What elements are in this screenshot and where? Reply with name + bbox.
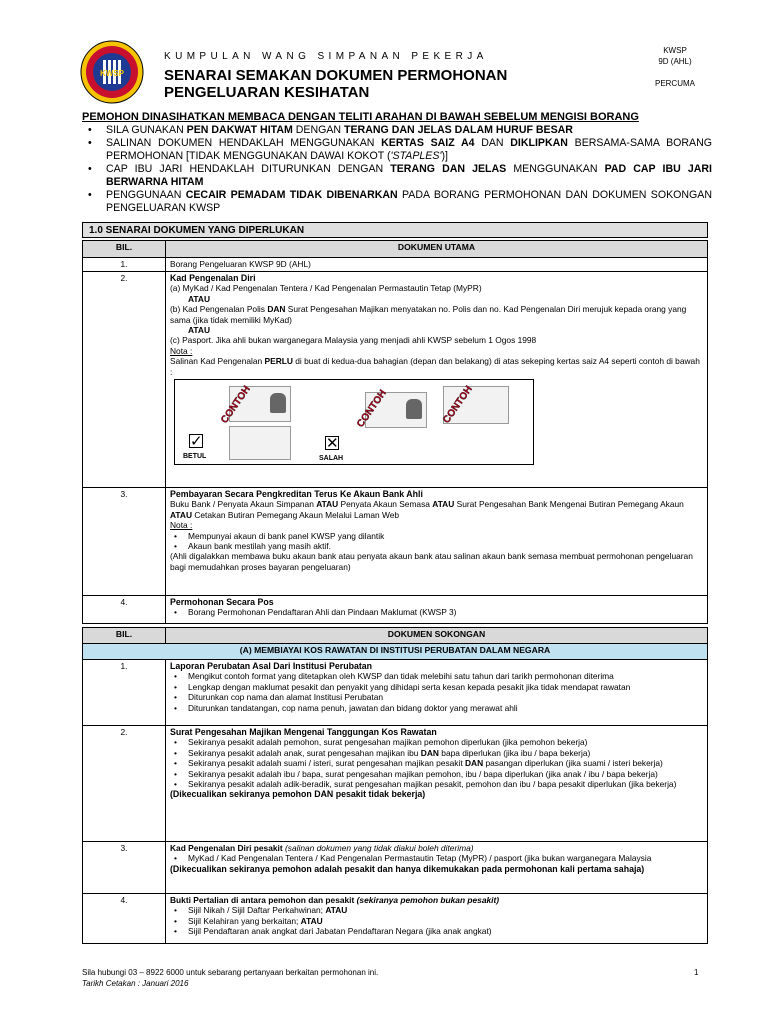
id-option-b: (b) Kad Pengenalan Polis DAN Surat Pengesahan Majikan menyatakan no. Polis dan no. Kad Pengenalan Diri merujuk kepada orang yang sama (jika tidak memiliki MyKad) <box>170 304 687 325</box>
list-item: • MyKad / Kad Pengenalan Tentera / Kad Pengenalan Permastautin Tetap (MyPR) / pasport (jika bukan warganegara Malaysia <box>170 853 703 863</box>
row-content <box>166 596 708 624</box>
row-text: Borang Pengeluaran KWSP 9D (AHL) <box>166 258 708 272</box>
row-number: 4. <box>83 596 166 624</box>
atau-label: ATAU <box>188 293 211 304</box>
row-title: Laporan Perubatan Asal Dari Institusi Perubatan <box>170 661 373 671</box>
form-code-line-1: KWSP <box>663 46 687 55</box>
row-title: Kad Pengenalan Diri pesakit (salinan dokumen yang tidak diakui boleh diterima) <box>170 843 474 853</box>
row-number: 4. <box>83 894 166 944</box>
table-header-row <box>83 628 708 644</box>
list-item: • Sekiranya pesakit adalah suami / isteri, surat pengesahan majikan pesakit DAN pasangan diperlukan (jika suami / isteri bekerja) <box>170 758 703 768</box>
table-row <box>83 842 708 894</box>
list-item: • Sekiranya pesakit adalah adik-beradik, surat pengesahan majikan pesakit, pemohon dan ibu / bapa pesakit diperlukan (jika bekerja) <box>170 779 703 789</box>
row-number: 1. <box>83 660 166 726</box>
list-item: • Sijil Kelahiran yang berkaitan; ATAU <box>170 916 703 926</box>
document-title <box>164 67 564 101</box>
instruction-item: • SALINAN DOKUMEN HENDAKLAH MENGGUNAKAN KERTAS SAIZ A4 DAN DIKLIPKAN BERSAMA-SAMA BORANG PERMOHONAN [TIDAK MENGGUNAKAN DAWAI KOKOT ('STAPLES')] <box>82 137 712 163</box>
id-copy-examples <box>174 379 534 465</box>
bank-documents-text: Buku Bank / Penyata Akaun Simpanan ATAU Penyata Akaun Semasa ATAU Surat Pengesahan Bank Mengenai Butiran Pemegang Akaun ATAU Cetakan Butiran Pemegang Akaun Melalui Laman Web <box>170 499 684 520</box>
wrong-label: SALAH <box>319 455 344 463</box>
instructions-lead: PEMOHON DINASIHATKAN MEMBACA DENGAN TELITI ARAHAN DI BAWAH SEBELUM MENGISI BORANG <box>82 111 639 123</box>
table-row <box>83 894 708 944</box>
exception-note: (Dikecualikan sekiranya pemohon adalah pesakit dan hanya dikemukakan pada permohonan kali pertama sahaja) <box>170 863 645 874</box>
list-item: • Akaun bank mestilah yang masih aktif. <box>170 541 703 551</box>
id-card-back-sample <box>229 426 291 460</box>
list-item: • Mempunyai akaun di bank panel KWSP yang dilantik <box>170 531 703 541</box>
row-number: 3. <box>83 842 166 894</box>
list-item: • Borang Permohonan Pendaftaran Ahli dan Pindaan Maklumat (KWSP 3) <box>170 607 703 617</box>
table-row <box>83 596 708 624</box>
list-item: • Sekiranya pesakit adalah pemohon, surat pengesahan majikan pemohon diperlukan (jika pemohon bekerja) <box>170 737 703 747</box>
atau-label: ATAU <box>188 325 211 336</box>
form-code <box>645 45 705 67</box>
table-row <box>83 272 708 488</box>
table-row <box>83 258 708 272</box>
note-label: Nota : <box>170 520 193 531</box>
check-icon: ✓ <box>190 433 203 451</box>
instructions <box>82 111 712 215</box>
page-number: 1 <box>694 968 699 977</box>
row-number: 1. <box>83 258 166 272</box>
column-header-document: DOKUMEN UTAMA <box>166 241 708 258</box>
row-content <box>166 726 708 842</box>
print-date: Tarikh Cetakan : Januari 2016 <box>82 979 189 988</box>
list-item: • Lengkap dengan maklumat pesakit dan penyakit yang dihidapi serta kesan kepada pesakit jika tidak mendapat rawatan <box>170 682 703 692</box>
row-title: Kad Pengenalan Diri <box>170 273 256 283</box>
contact-note: Sila hubungi 03 – 8922 6000 untuk sebarang pertanyaan berkaitan permohonan ini. <box>82 968 379 977</box>
bank-note: (Ahli digalakkan membawa buku akaun bank atau penyata akaun bank atau salinan akaun bank semasa membuat permohonan pengeluaran bagi memudahkan proses bayaran pengeluaran) <box>170 551 693 572</box>
kwsp-logo <box>80 40 144 104</box>
column-header-document: DOKUMEN SOKONGAN <box>166 628 708 644</box>
organization-name: KUMPULAN WANG SIMPANAN PEKERJA <box>164 51 488 62</box>
row-number: 3. <box>83 488 166 596</box>
table-row <box>83 488 708 596</box>
list-item: • Diturunkan cop nama dan alamat Institusi Perubatan <box>170 692 703 702</box>
list-item: • Sekiranya pesakit adalah anak, surat pengesahan majikan ibu DAN bapa diperlukan (jika ibu / bapa bekerja) <box>170 748 703 758</box>
exception-note: (Dikecualikan sekiranya pemohon DAN pesakit tidak bekerja) <box>170 789 426 800</box>
contoh-stamp: CONTOH <box>219 384 253 426</box>
list-item: • Diturunkan tandatangan, cop nama penuh, jawatan dan bidang doktor yang merawat ahli <box>170 703 703 713</box>
list-item: • Sekiranya pesakit adalah ibu / bapa, surat pengesahan majikan pemohon, ibu / bapa diperlukan (jika anak / ibu / bapa bekerja) <box>170 769 703 779</box>
row-content <box>166 272 708 488</box>
free-label: PERCUMA <box>654 79 695 88</box>
id-option-a: (a) MyKad / Kad Pengenalan Tentera / Kad Pengenalan Permastautin Tetap (MyPR) <box>170 283 482 294</box>
main-documents-table <box>82 240 708 624</box>
note-label: Nota : <box>170 345 193 356</box>
table-header-row <box>83 241 708 258</box>
form-code-line-2: 9D (AHL) <box>658 57 692 66</box>
instruction-item: • SILA GUNAKAN PEN DAKWAT HITAM DENGAN TERANG DAN JELAS DALAM HURUF BESAR <box>82 124 712 137</box>
id-option-c: (c) Pasport. Jika ahli bukan warganegara Malaysia yang menjadi ahli KWSP sebelum 1 Ogos 1998 <box>170 335 537 346</box>
list-item: • Sijil Pendaftaran anak angkat dari Jabatan Pendaftaran Negara (jika anak angkat) <box>170 926 703 936</box>
row-content <box>166 894 708 944</box>
instruction-item: • PENGGUNAAN CECAIR PEMADAM TIDAK DIBENARKAN PADA BORANG PERMOHONAN DAN DOKUMEN SOKONGAN PENGELUARAN KWSP <box>82 189 712 215</box>
row-number: 2. <box>83 272 166 488</box>
row-title: Permohonan Secara Pos <box>170 597 274 607</box>
row-content <box>166 488 708 596</box>
supporting-documents-table <box>82 627 708 944</box>
cross-icon: ✕ <box>326 435 339 453</box>
correct-label: BETUL <box>183 453 207 461</box>
table-row <box>83 726 708 842</box>
row-content <box>166 660 708 726</box>
row-title: Surat Pengesahan Majikan Mengenai Tanggungan Kos Rawatan <box>170 727 437 737</box>
column-header-bil: BIL. <box>83 628 166 644</box>
title-line-1: SENARAI SEMAKAN DOKUMEN PERMOHONAN <box>164 67 508 84</box>
logo-text: KWSP <box>100 69 124 78</box>
row-content <box>166 842 708 894</box>
subsection-title: (A) MEMBIAYAI KOS RAWATAN DI INSTITUSI PERUBATAN DALAM NEGARA <box>83 644 708 660</box>
table-row <box>83 660 708 726</box>
contoh-stamp: CONTOH <box>441 384 475 426</box>
list-item: • Sijil Nikah / Sijil Daftar Perkahwinan; ATAU <box>170 905 703 915</box>
column-header-bil: BIL. <box>83 241 166 258</box>
copy-note: Salinan Kad Pengenalan PERLU di buat di kedua-dua bahagian (depan dan belakang) di atas sekeping kertas saiz A4 seperti contoh di bawah : <box>170 356 700 377</box>
row-number: 2. <box>83 726 166 842</box>
instruction-item: • CAP IBU JARI HENDAKLAH DITURUNKAN DENGAN TERANG DAN JELAS MENGGUNAKAN PAD CAP IBU JARI BERWARNA HITAM <box>82 163 712 189</box>
row-title: Bukti Pertalian di antara pemohon dan pesakit (sekiranya pemohon bukan pesakit) <box>170 895 500 905</box>
list-item: • Mengikut contoh format yang ditetapkan oleh KWSP dan tidak melebihi satu tahun dari tarikh permohonan diterima <box>170 671 703 681</box>
title-line-2: PENGELUARAN KESIHATAN <box>164 84 370 101</box>
row-title: Pembayaran Secara Pengkreditan Terus Ke Akaun Bank Ahli <box>170 489 423 499</box>
subsection-header-row <box>83 644 708 660</box>
contoh-stamp: CONTOH <box>355 388 389 430</box>
section-heading: 1.0 SENARAI DOKUMEN YANG DIPERLUKAN <box>82 222 708 238</box>
